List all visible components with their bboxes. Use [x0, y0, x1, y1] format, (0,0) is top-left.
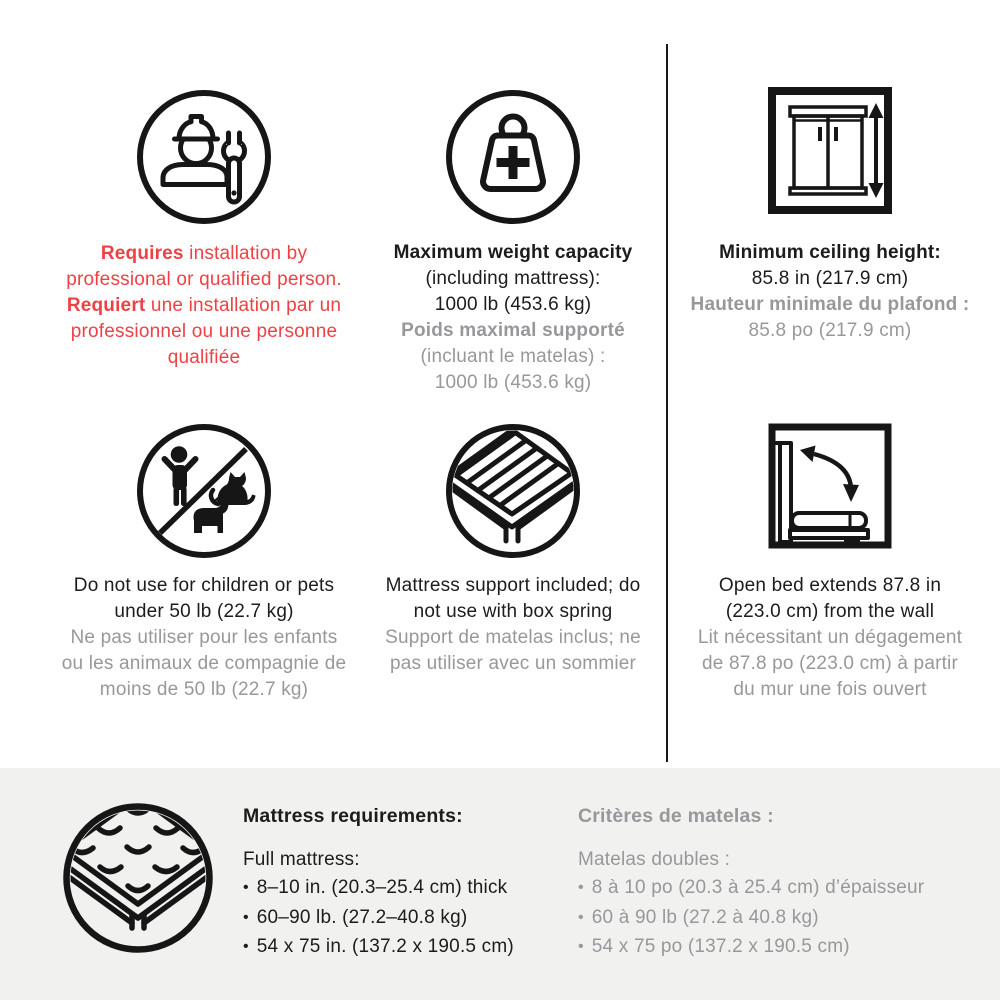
slatted-support-icon [443, 421, 583, 561]
open-bed-text [668, 573, 992, 703]
text-line: (including mattress): [425, 268, 601, 289]
text-emphasis: Requires [100, 243, 184, 264]
text-line: professionnel ou une personne [70, 321, 338, 342]
text-line: (incluant le matelas) : [420, 346, 606, 367]
text-line: (223.0 cm) from the wall [725, 601, 935, 622]
bullet-item: • 60 à 90 lb (27.2 à 40.8 kg) [578, 904, 988, 934]
text-line: Open bed extends 87.8 in [718, 575, 942, 596]
weight-capacity-icon [443, 87, 583, 227]
text-line: Mattress support included; do [385, 575, 641, 596]
text-line: Do not use for children or pets [73, 575, 335, 596]
installer-wrench-icon [134, 87, 274, 227]
text-line: 85.8 po (217.9 cm) [748, 320, 912, 341]
text-line: 1000 lb (453.6 kg) [434, 372, 592, 393]
text-line: qualifiée [167, 347, 241, 368]
mattress-requirements-fr [578, 803, 988, 963]
no-children-pets-icon [134, 421, 274, 561]
text-line: Ne pas utiliser pour les enfants [70, 627, 338, 648]
mattress-icon [60, 800, 216, 956]
bullet-item: • 8–10 in. (20.3–25.4 cm) thick [243, 874, 563, 904]
bullet-item: • 60–90 lb. (27.2–40.8 kg) [243, 904, 563, 934]
mattress-size-label: Matelas doubles : [578, 849, 731, 870]
text-emphasis: Requiert [66, 295, 146, 316]
bullet-item: • 54 x 75 in. (137.2 x 190.5 cm) [243, 933, 563, 963]
text-line: not use with box spring [413, 601, 613, 622]
text-line: Support de matelas inclus; ne [385, 627, 641, 648]
text-line: moins de 50 lb (22.7 kg) [99, 679, 309, 700]
text-line: de 87.8 po (223.0 cm) à partir [701, 653, 958, 674]
text-line: Maximum weight capacity [393, 242, 633, 263]
text-line: Requires installation by [100, 243, 308, 264]
fold-arrow [800, 446, 859, 503]
bullet-item: • 8 à 10 po (20.3 à 25.4 cm) d’épaisseur [578, 874, 988, 904]
text-line: Requiert une installation par un [66, 295, 342, 316]
text-line: Hauteur minimale du plafond : [690, 294, 970, 315]
weight-text [360, 240, 666, 396]
text-line: 85.8 in (217.9 cm) [751, 268, 909, 289]
installation-text [36, 241, 372, 371]
text-line: 1000 lb (453.6 kg) [434, 294, 592, 315]
text-line: du mur une fois ouvert [733, 679, 927, 700]
mattress-requirements-en [243, 803, 563, 963]
wrench-glyph [224, 131, 245, 202]
mattress-requirements-panel [0, 768, 1000, 1000]
ceiling-text [668, 240, 992, 344]
open-bed-clearance-icon [764, 420, 896, 552]
section-title: Mattress requirements: [243, 805, 463, 827]
text-line: Lit nécessitant un dégagement [697, 627, 963, 648]
section-title: Critères de matelas : [578, 805, 774, 827]
support-text [360, 573, 666, 677]
text-line: ou les animaux de compagnie de [61, 653, 347, 674]
text-line: professional or qualified person. [66, 269, 342, 290]
child-glyph [171, 446, 188, 506]
text-line: under 50 lb (22.7 kg) [114, 601, 294, 622]
text-line: Poids maximal supporté [401, 320, 625, 341]
children-pets-text [40, 573, 368, 703]
text-line: Minimum ceiling height: [719, 242, 941, 263]
height-arrow [869, 103, 884, 198]
mattress-size-label: Full mattress: [243, 849, 360, 870]
text-line: pas utiliser avec un sommier [389, 653, 637, 674]
bullet-item: • 54 x 75 po (137.2 x 190.5 cm) [578, 933, 988, 963]
ceiling-height-icon [764, 84, 896, 216]
